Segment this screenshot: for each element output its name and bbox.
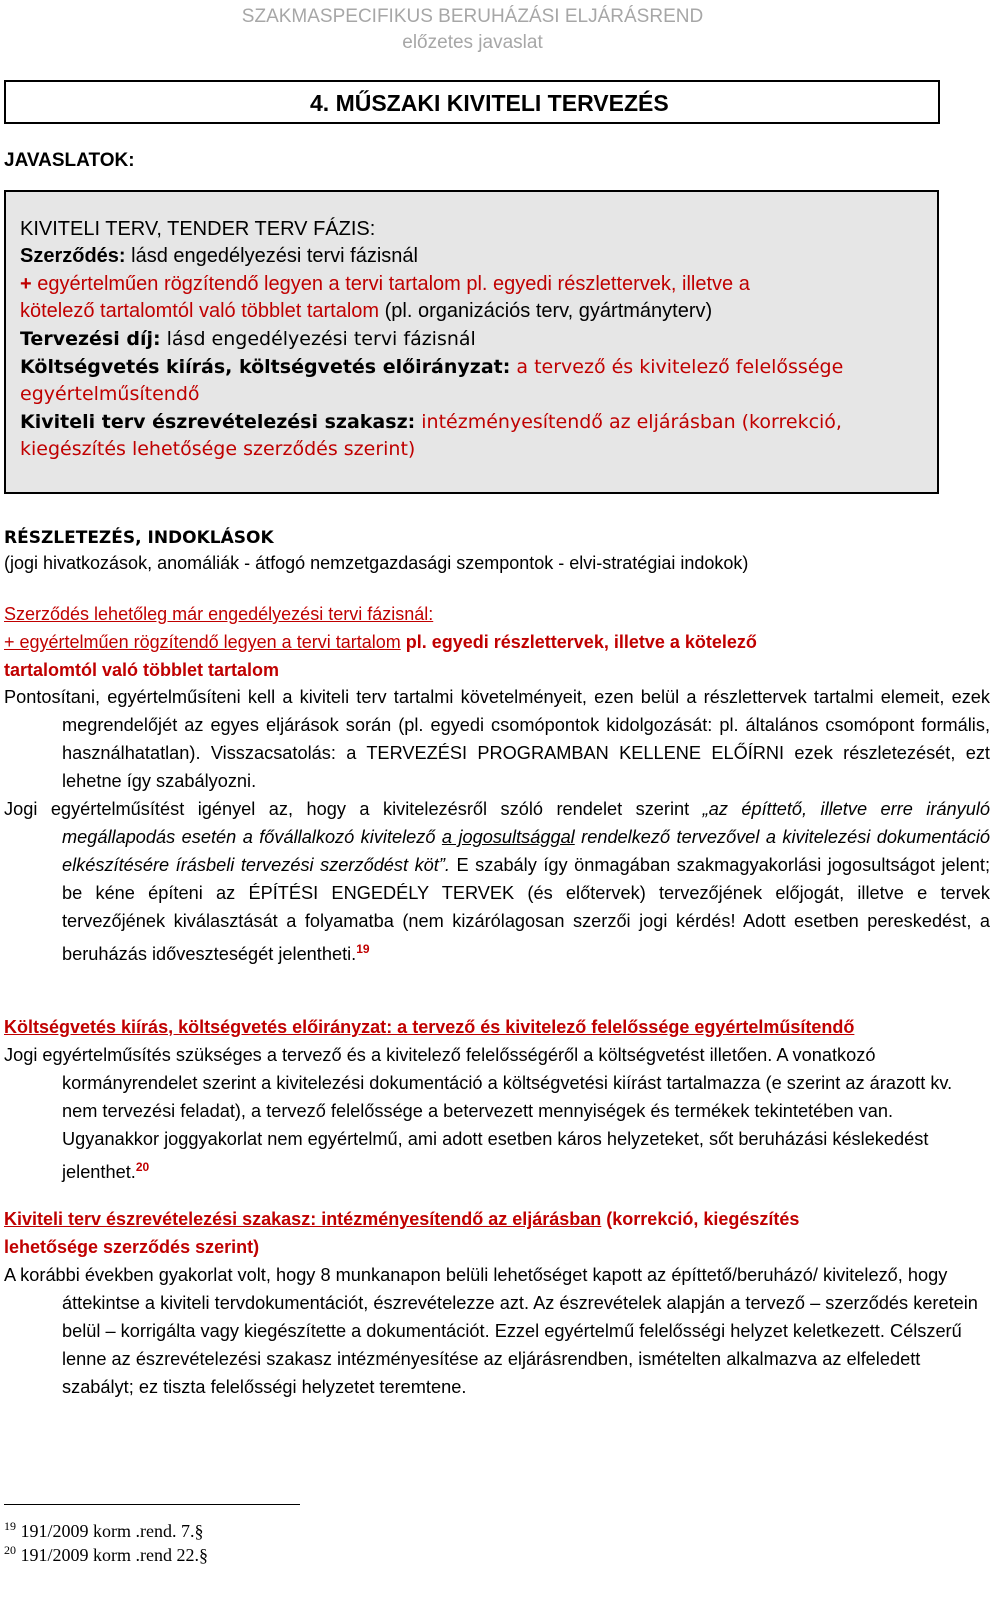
s3-heading-2: lehetősége szerződés szerint) <box>4 1237 260 1257</box>
details-heading: RÉSZLETEZÉS, INDOKLÁSOK <box>4 528 274 548</box>
footnote-ref-20[interactable]: 20 <box>135 1160 150 1174</box>
s1-heading-1: Szerződés lehetőleg már engedélyezési tervi fázisnál: <box>4 604 434 624</box>
s1-paragraph-2: Jogi egyértelműsítést igényel az, hogy a kivitelezésről szóló rendelet szerint „az építtető, illetve erre irányuló megállapodás esetén a fővállalkozó kivitelező a jogosultsággal rendelkező tervezővel a kivitelezési dokumentáció elkészítésére írásbeli tervezési szerződést köt”. E szabály így önmagában szakmagyakorlási jogosultságot jelent; be kéne építeni az ÉPÍTÉSI ENGEDÉLY TERVEK (és előtervek) tervezőjének előjogát, illetve e tervek tervezőjének kiválasztását a folyamatba (nem kizárólagosan szerzői jogi kérdés! Adott esetben pereskedést, a beruházás időveszteségét jelentheti.$^{19}$ <box>4 799 990 965</box>
box-line-7: egyértelműsítendő <box>20 383 200 405</box>
section-title: 4. MŰSZAKI KIVITELI TERVEZÉS <box>310 90 669 116</box>
box-line-4: kötelező tartalomtól való többlet tartalom (pl. organizációs terv, gyártmányterv) <box>20 300 713 322</box>
section-title-box <box>4 80 940 124</box>
running-header <box>0 4 945 56</box>
s1-heading-3: tartalomtól való többlet tartalom <box>4 660 280 680</box>
proposals-label: JAVASLATOK: <box>4 150 135 171</box>
footnote-20: $^{20}$ 191/2009 korm .rend 22.§ <box>4 1543 208 1565</box>
box-line-6: Költségvetés kiírás, költségvetés előirányzat: a tervező és kivitelező felelőssége <box>20 356 844 378</box>
box-line-3: + egyértelműen rögzítendő legyen a tervi tartalom pl. egyedi részlettervek, illetve a <box>20 273 750 295</box>
footnote-19: $^{19}$ 191/2009 korm .rend. 7.§ <box>4 1519 204 1541</box>
s2-paragraph: Jogi egyértelműsítés szükséges a tervező és a kivitelező felelősségéről a költségvetést illetően. A vonatkozó kormányrendelet szerint a kivitelezési dokumentáció a költségvetési kiírást tartalmazza (e szerint az árazott kv. nem tervezési feladat), a tervező felelőssége a betervezett mennyiségek és termékek tekintetében van. Ugyanakkor joggyakorlat nem egyértelmű, ami adott esetben káros helyzeteket, sőt beruházási késlekedést jelenthet.$^{20}$ <box>4 1045 953 1183</box>
details-subheading: (jogi hivatkozások, anomáliák - átfogó nemzetgazdasági szempontok - elvi-stratégiai indokok) <box>4 553 749 573</box>
header-line-1: SZAKMASPECIFIKUS BERUHÁZÁSI ELJÁRÁSREND <box>241 6 704 27</box>
s3-paragraph: A korábbi években gyakorlat volt, hogy 8 munkanapon belüli lehetőséget kapott az építtető/beruházó/ kivitelező, hogy áttekintse a kiviteli tervdokumentációt, észrevételezze azt. Az észrevételek alapján a tervező – szerződés keretein belül – korrigálta vagy kiegészítette a dokumentációt. Ezzel egyértelmű felelősségi helyzet keletkezett. Célszerű lenne az észrevételezési szakasz intézményesítése az eljárásrendben, ismételten alkalmazva az elfeledett szabályt; ez tiszta felelősségi helyzetet teremtene. <box>4 1265 978 1397</box>
footnote-ref-19[interactable]: 19 <box>356 942 370 956</box>
s2-heading: Költségvetés kiírás, költségvetés előirányzat: a tervező és kivitelező felelőssége egyértelműsítendő <box>4 1017 855 1037</box>
box-line-9: kiegészítés lehetősége szerződés szerint) <box>20 438 416 460</box>
box-line-1: KIVITELI TERV, TENDER TERV FÁZIS: <box>20 218 376 240</box>
box-line-5: Tervezési díj: lásd engedélyezési tervi fázisnál <box>20 328 476 350</box>
proposals-box <box>4 190 939 494</box>
s3-heading-1: Kiviteli terv észrevételezési szakasz: intézményesítendő az eljárásban (korrekció, kiegészítés <box>4 1209 800 1229</box>
box-line-8: Kiviteli terv észrevételezési szakasz: intézményesítendő az eljárásban (korrekció, <box>20 411 842 433</box>
s1-paragraph-1: Pontosítani, egyértelműsíteni kell a kiviteli terv tartalmi követelményeit, ezen belül a részlettervek tartalmi elemeit, ezek megrendelőjét az egyes eljárások során (pl. egyedi csomópontok kidolgozását: pl. általános csomópont formális, használhatatlan). Visszacsatolás: a TERVEZÉSI PROGRAMBAN KELLENE ELŐÍRNI ezek részletezését, ezt lehetne így szabályozni. <box>4 687 990 791</box>
box-line-2: Szerződés: lásd engedélyezési tervi fázisnál <box>20 245 418 267</box>
footnote-divider <box>4 1504 300 1505</box>
header-line-2: előzetes javaslat <box>402 32 543 53</box>
s1-heading-2: + egyértelműen rögzítendő legyen a tervi tartalom pl. egyedi részlettervek, illetve a kötelező <box>4 632 757 652</box>
